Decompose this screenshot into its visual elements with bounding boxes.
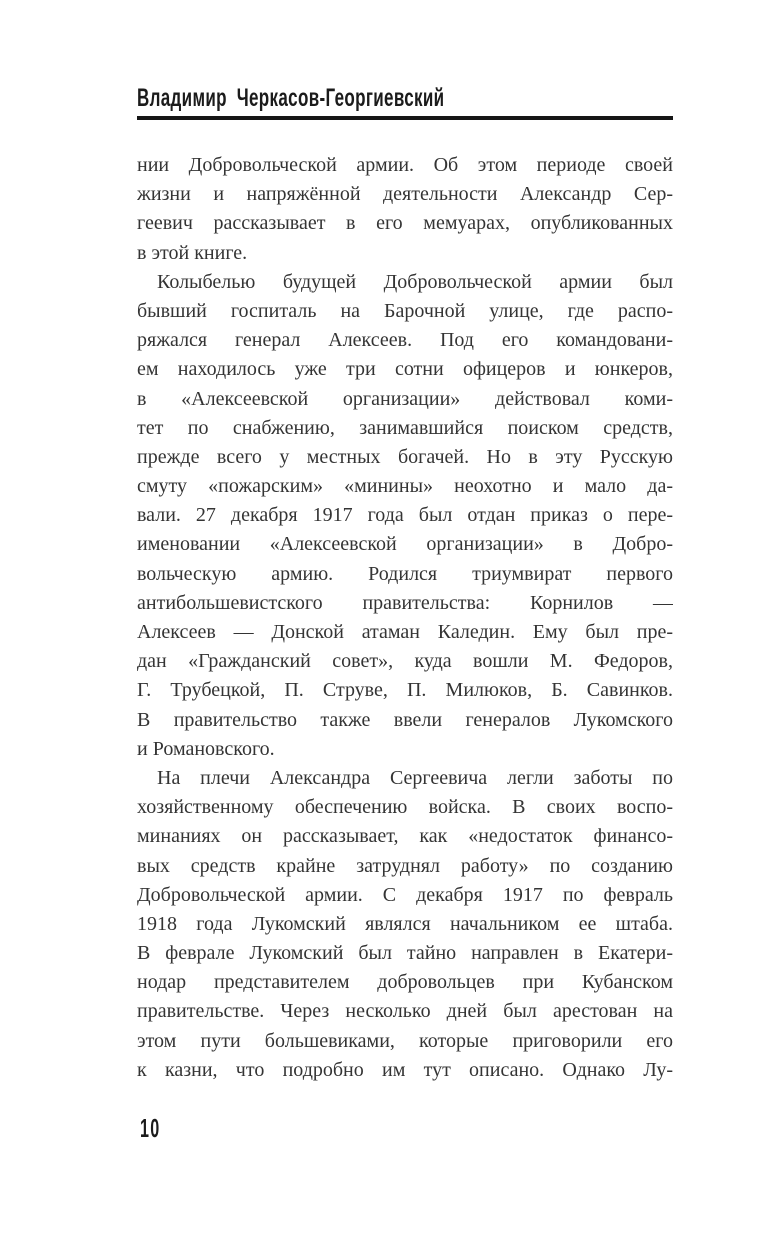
text-line: В феврале Лукомский был тайно направлен в Екатери- [137,942,673,965]
text-line: этом пути большевиками, которые приговорили его [137,1029,673,1052]
text-line: к казни, что подробно им тут описано. Однако Лу- [137,1058,673,1081]
text-line: прежде всего у местных богачей. Но в эту Русскую [137,445,673,468]
text-line: геевич рассказывает в его мемуарах, опубликованных [137,212,673,235]
text-line: вали. 27 декабря 1917 года был отдан приказ о пере- [137,504,673,527]
text-line: в этой книге. [137,241,248,264]
text-line: Г. Трубецкой, П. Струве, П. Милюков, Б. Савинков. [137,679,673,702]
text-line: На плечи Александра Сергеевича легли заботы по [157,766,673,789]
text-line: правительстве. Через несколько дней был арестован на [137,1000,673,1023]
text-line: жизни и напряжённой деятельности Александр Сер- [137,183,673,206]
text-line: Колыбелью будущей Добровольческой армии был [157,270,673,293]
text-line: именовании «Алексеевской организации» в Добро- [137,533,673,556]
text-line: в «Алексеевской организации» действовал коми- [137,387,673,410]
text-line: Алексеев — Донской атаман Каледин. Ему был пре- [137,621,673,643]
text-line: бывший госпиталь на Барочной улице, где распо- [137,299,673,322]
text-line: В правительство также ввели генералов Лукомского [137,708,673,731]
text-line: хозяйственному обеспечению войска. В своих воспо- [137,796,673,819]
text-line: вольческую армию. Родился триумвират первого [137,562,673,585]
text-line: нии Добровольческой армии. Об этом периоде своей [137,154,673,176]
text-line: смуту «пожарским» «минины» неохотно и мало да- [137,475,673,498]
text-line: ем находилось уже три сотни офицеров и юнкеров, [137,358,673,381]
text-line: минаниях он рассказывает, как «недостаток финансо- [137,825,673,848]
text-line: ряжался генерал Алексеев. Под его командовани- [137,329,673,352]
text-line: и Романовского. [137,737,275,760]
page-number: 10 [140,1113,161,1143]
text-line: вых средств крайне затруднял работу» по созданию [137,854,673,877]
text-line: тет по снабжению, занимавшийся поиском средств, [137,416,673,439]
text-line: Добровольческой армии. С декабря 1917 по февраль [137,883,673,906]
running-header-author: Владимир Черкасов-Георгиевский [137,84,445,112]
header-rule-divider [137,116,673,120]
text-line: 1918 года Лукомский являлся начальником ее штаба. [137,912,673,935]
text-line: дан «Гражданский совет», куда вошли М. Федоров, [137,650,673,673]
text-line: нодар представителем добровольцев при Кубанском [137,971,673,994]
body-text [137,151,673,1085]
text-line: антибольшевистского правительства: Корнилов — [137,591,673,614]
